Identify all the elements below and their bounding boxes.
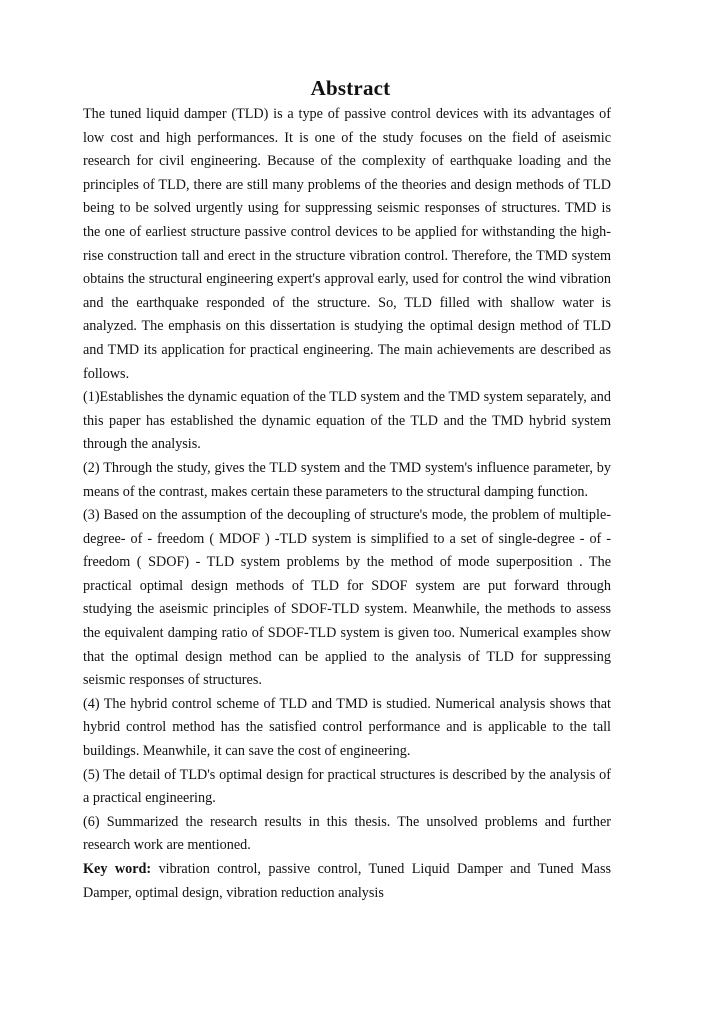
achievement-5-paragraph: (5) The detail of TLD's optimal design for practical structures is described by the analysis of a practical engineering. <box>83 766 611 807</box>
keywords-paragraph <box>83 858 611 905</box>
achievement-3-paragraph: (3) Based on the assumption of the decoupling of structure's mode, the problem of multiple-degree- of - freedom ( MDOF ) -TLD system is simplified to a set of single-degree - of -freedom ( SDOF) - TLD system problems by the method of mode superposition . The practical optimal design methods of TLD for SDOF system are put forward through studying the aseismic principles of SDOF-TLD system. Meanwhile, the methods to assess the equivalent damping ratio of SDOF-TLD system is given too. Numerical examples show that the optimal design method can be applied to the analysis of TLD for suppressing seismic responses of structures. <box>83 507 611 689</box>
abstract-title: Abstract <box>310 76 391 100</box>
achievement-4-paragraph: (4) The hybrid control scheme of TLD and TMD is studied. Numerical analysis shows that hybrid control method has the satisfied control performance and is applicable to the tall buildings. Meanwhile, it can save the cost of engineering. <box>83 695 611 760</box>
achievement-1-paragraph: (1)Establishes the dynamic equation of the TLD system and the TMD system separately, and this paper has established the dynamic equation of the TLD and the TMD hybrid system through the analysis. <box>83 389 611 453</box>
abstract-body <box>83 103 611 905</box>
achievement-6-paragraph: (6) Summarized the research results in this thesis. The unsolved problems and further research work are mentioned. <box>83 813 611 854</box>
abstract-intro-paragraph: The tuned liquid damper (TLD) is a type of passive control devices with its advantages of low cost and high performances. It is one of the study focuses on the field of aseismic research for civil engineering. Because of the complexity of earthquake loading and the principles of TLD, there are still many problems of the theories and design methods of TLD being to be solved urgently using for suppressing seismic responses of structures. TMD is the one of earliest structure passive control devices to be applied for withstanding the high-rise construction tall and erect in the structure vibration control. Therefore, the TMD system obtains the structural engineering expert's approval early, used for control the wind vibration and the earthquake responded of the structure. So, TLD filled with shallow water is analyzed. The emphasis on this dissertation is studying the optimal design method of TLD and TMD its application for practical engineering. The main achievements are described as follows. <box>83 106 611 382</box>
keywords-label: Key word: <box>83 861 152 877</box>
keywords-text: vibration control, passive control, Tuned Liquid Damper and Tuned Mass Damper, optimal design, vibration reduction analysis <box>83 861 611 901</box>
achievement-2-paragraph: (2) Through the study, gives the TLD system and the TMD system's influence parameter, by means of the contrast, makes certain these parameters to the structural damping function. <box>83 459 611 500</box>
